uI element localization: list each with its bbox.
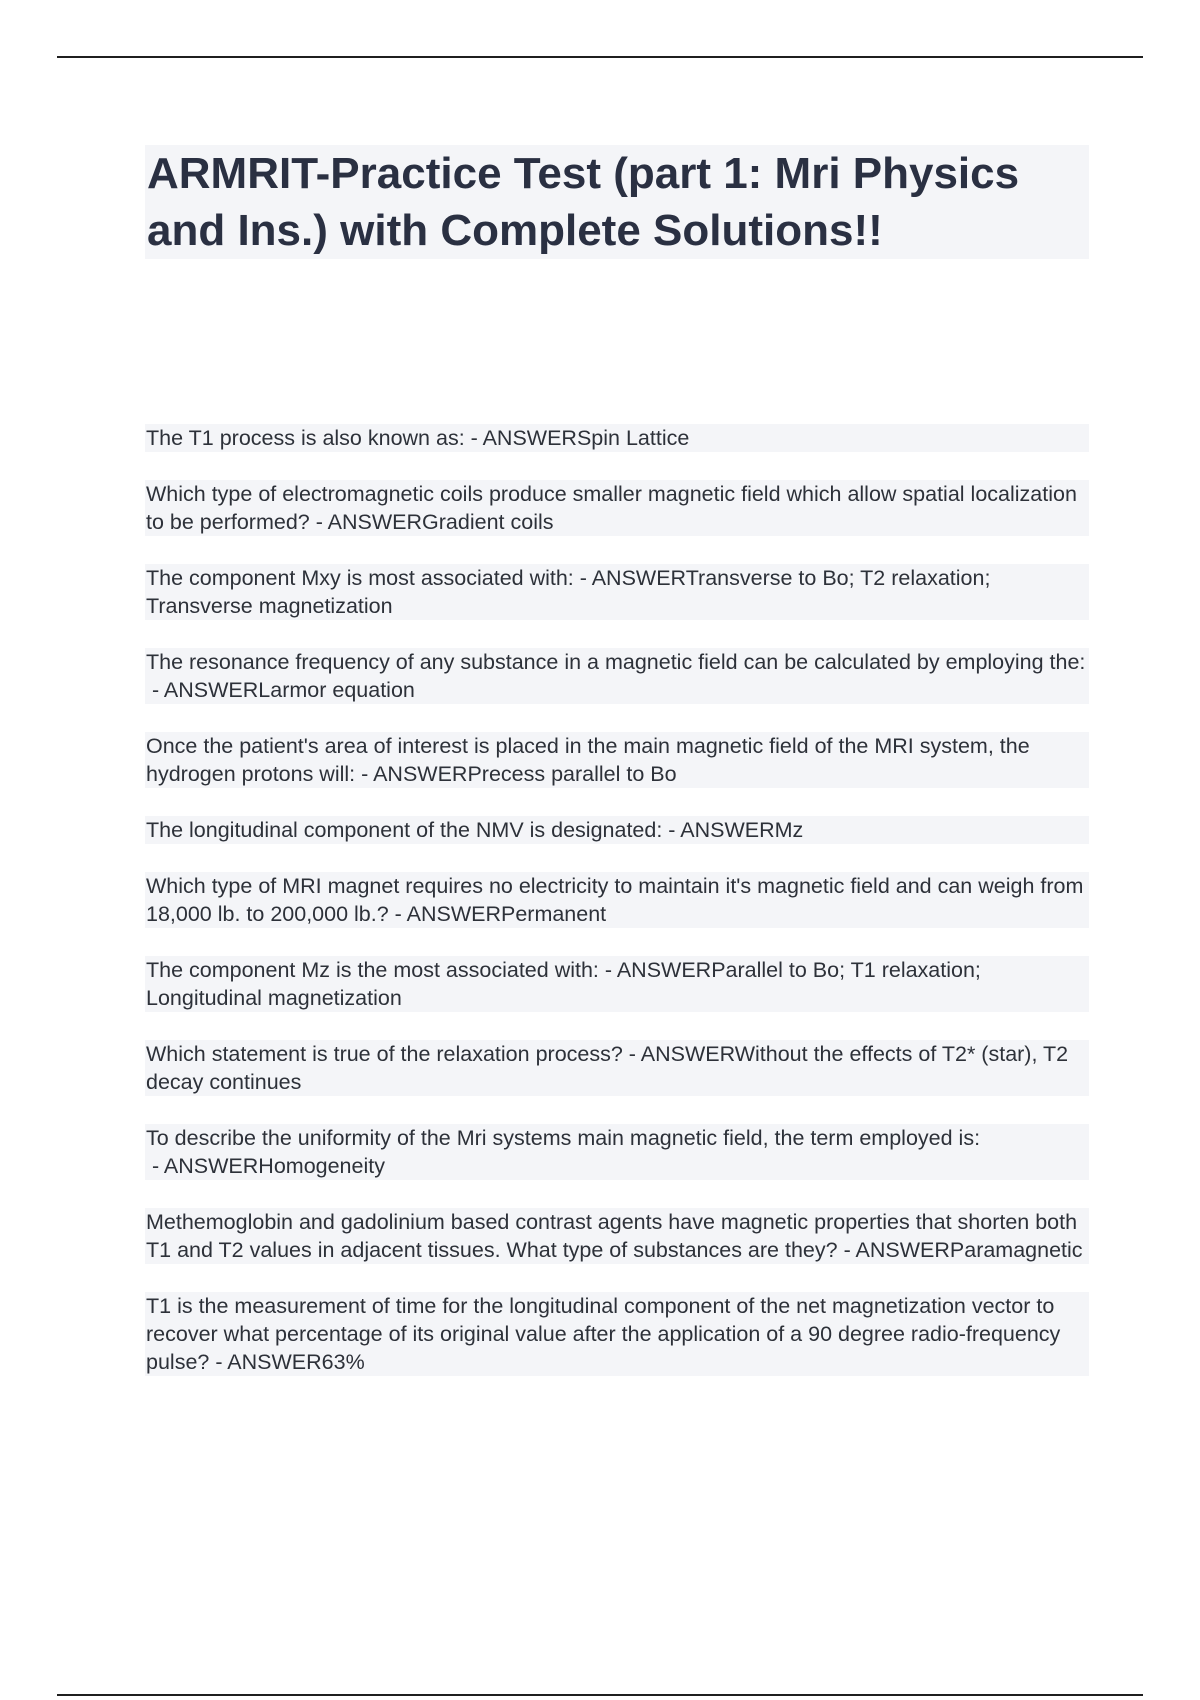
question-text: Which statement is true of the relaxation process? bbox=[146, 1042, 623, 1066]
question-text: Methemoglobin and gadolinium based contrast agents have magnetic properties that shorten both T1 and T2 values in adjacent tissues. What type of substances are they? bbox=[146, 1210, 1078, 1262]
question-text: Which type of MRI magnet requires no electricity to maintain it's magnetic field and can weigh from 18,000 lb. to 200,000 lb.? bbox=[146, 874, 1084, 926]
answer-text: Precess parallel to Bo bbox=[467, 762, 677, 786]
answer-prefix: ANSWER bbox=[640, 1042, 735, 1066]
separator: - bbox=[598, 958, 617, 982]
qa-item bbox=[145, 816, 1089, 844]
title-block bbox=[145, 145, 1089, 259]
qa-item bbox=[145, 872, 1089, 928]
answer-text: Homogeneity bbox=[258, 1154, 385, 1178]
answer-text: Mz bbox=[774, 818, 804, 842]
question-text: The component Mz is the most associated with: bbox=[146, 958, 599, 982]
document-title: ARMRIT-Practice Test (part 1: Mri Physics and Ins.) with Complete Solutions!! bbox=[147, 149, 1020, 255]
answer-text: Paramagnetic bbox=[949, 1238, 1083, 1262]
answer-prefix: ANSWER bbox=[591, 566, 686, 590]
answer-text: Gradient coils bbox=[422, 510, 554, 534]
qa-item bbox=[145, 480, 1089, 536]
qa-item bbox=[145, 1292, 1089, 1376]
separator: - bbox=[573, 566, 592, 590]
separator: - bbox=[309, 510, 328, 534]
qa-list bbox=[145, 424, 1089, 1404]
qa-item bbox=[145, 732, 1089, 788]
answer-text: Permanent bbox=[500, 902, 607, 926]
separator: - bbox=[662, 818, 681, 842]
answer-prefix: ANSWER bbox=[406, 902, 501, 926]
answer-prefix: ANSWER bbox=[616, 958, 712, 982]
answer-text: Without the effects of T2* (star), T2 decay continues bbox=[146, 1042, 1069, 1094]
answer-text: 63% bbox=[321, 1350, 365, 1374]
separator: - bbox=[146, 678, 164, 702]
answer-prefix: ANSWER bbox=[855, 1238, 950, 1262]
answer-text: Larmor equation bbox=[258, 678, 415, 702]
question-text: The resonance frequency of any substance in a magnetic field can be calculated by employing the: bbox=[146, 650, 1086, 674]
answer-text: Parallel to Bo; T1 relaxation; Longitudinal magnetization bbox=[146, 958, 981, 1010]
question-text: The longitudinal component of the NMV is designated: bbox=[146, 818, 663, 842]
separator: - bbox=[209, 1350, 228, 1374]
qa-item bbox=[145, 1040, 1089, 1096]
question-text: T1 is the measurement of time for the longitudinal component of the net magnetization vector to recover what percentage of its original value after the application of a 90 degree radio-frequency pulse? bbox=[146, 1294, 1061, 1374]
qa-item bbox=[145, 564, 1089, 620]
question-text: The component Mxy is most associated with: bbox=[146, 566, 574, 590]
qa-item bbox=[145, 956, 1089, 1012]
answer-prefix: ANSWER bbox=[327, 510, 423, 534]
separator: - bbox=[464, 426, 483, 450]
answer-prefix: ANSWER bbox=[373, 762, 468, 786]
answer-prefix: ANSWER bbox=[163, 1154, 259, 1178]
answer-prefix: ANSWER bbox=[680, 818, 775, 842]
answer-prefix: ANSWER bbox=[227, 1350, 322, 1374]
separator: - bbox=[146, 1154, 164, 1178]
question-text: To describe the uniformity of the Mri systems main magnetic field, the term employed is: bbox=[146, 1126, 981, 1150]
separator: - bbox=[837, 1238, 856, 1262]
question-text: The T1 process is also known as: bbox=[146, 426, 465, 450]
answer-text: Spin Lattice bbox=[576, 426, 690, 450]
question-text: Which type of electromagnetic coils produce smaller magnetic field which allow spatial localization to be performed? bbox=[146, 482, 1077, 534]
answer-text: Transverse to Bo; T2 relaxation; Transverse magnetization bbox=[146, 566, 991, 618]
bottom-rule bbox=[57, 1694, 1143, 1696]
separator: - bbox=[355, 762, 374, 786]
qa-item bbox=[145, 1124, 1089, 1180]
answer-prefix: ANSWER bbox=[163, 678, 259, 702]
qa-item bbox=[145, 1208, 1089, 1264]
answer-prefix: ANSWER bbox=[482, 426, 577, 450]
top-rule bbox=[57, 56, 1143, 58]
qa-item bbox=[145, 424, 1089, 452]
separator: - bbox=[622, 1042, 641, 1066]
question-text: Once the patient's area of interest is placed in the main magnetic field of the MRI system, the hydrogen protons will: bbox=[146, 734, 1030, 786]
separator: - bbox=[388, 902, 407, 926]
qa-item bbox=[145, 648, 1089, 704]
